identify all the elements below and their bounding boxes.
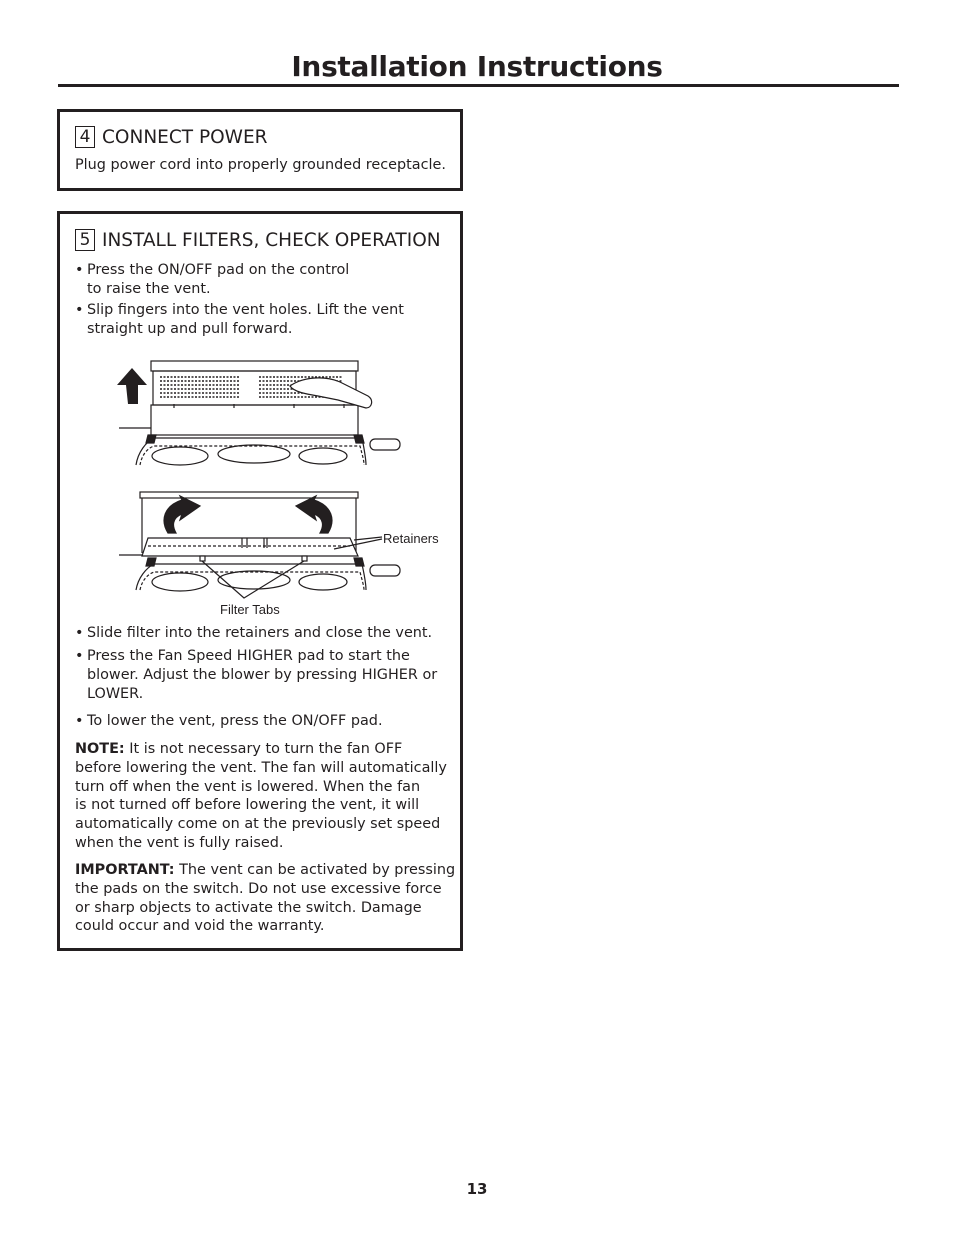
step-5-number: 5: [75, 229, 95, 251]
retainers-label: Retainers: [383, 531, 439, 546]
note-paragraph: NOTE: It is not necessary to turn the fan OFF before lowering the vent. The fan will automatically turn off when the vent is lowered. When the fan is not turned off before lowering the vent, it will automatically come on at the previously set speed when the vent is fully raised.: [75, 741, 447, 851]
page-title: Installation Instructions: [291, 50, 663, 83]
up-arrow-icon: [117, 368, 147, 404]
filter-tabs-label: Filter Tabs: [220, 602, 280, 617]
step-4-box: [57, 109, 463, 191]
page-number: 13: [466, 1180, 488, 1198]
step-4-title: CONNECT POWER: [102, 127, 268, 148]
bullet-text: Press the Fan Speed HIGHER pad to start the blower. Adjust the blower by pressing HIGHER or LOWER.: [87, 648, 438, 702]
step-4-heading: [75, 126, 268, 148]
bullet-dot: •: [75, 625, 84, 641]
step-4-number: 4: [75, 126, 95, 148]
bullet-text: To lower the vent, press the ON/OFF pad.: [87, 713, 383, 729]
curved-arrow-icon: [296, 496, 332, 533]
bullet-dot: •: [75, 713, 84, 729]
bullet-text: Press the ON/OFF pad on the control to raise the vent.: [87, 262, 350, 297]
curved-arrow-icon: [164, 496, 200, 533]
title-rule: [58, 84, 899, 87]
note-label: NOTE:: [75, 741, 125, 757]
bullet-dot: •: [75, 302, 84, 318]
bullet-dot: •: [75, 648, 84, 664]
hand-icon: [290, 378, 372, 408]
bullet-text: Slip fingers into the vent holes. Lift the vent straight up and pull forward.: [87, 302, 404, 337]
step-5-title: INSTALL FILTERS, CHECK OPERATION: [102, 230, 441, 251]
vent-filter-illustration: [114, 358, 439, 623]
bullet-text: Slide filter into the retainers and close the vent.: [87, 625, 433, 641]
important-label: IMPORTANT:: [75, 862, 175, 878]
step-4-text: Plug power cord into properly grounded receptacle.: [75, 157, 446, 173]
step-5-box: [57, 211, 463, 951]
step-5-heading: [75, 229, 441, 251]
important-paragraph: IMPORTANT: The vent can be activated by pressing the pads on the switch. Do not use excessive force or sharp objects to activate the switch. Damage could occur and void the warranty.: [75, 862, 456, 935]
bullet-dot: •: [75, 262, 84, 278]
